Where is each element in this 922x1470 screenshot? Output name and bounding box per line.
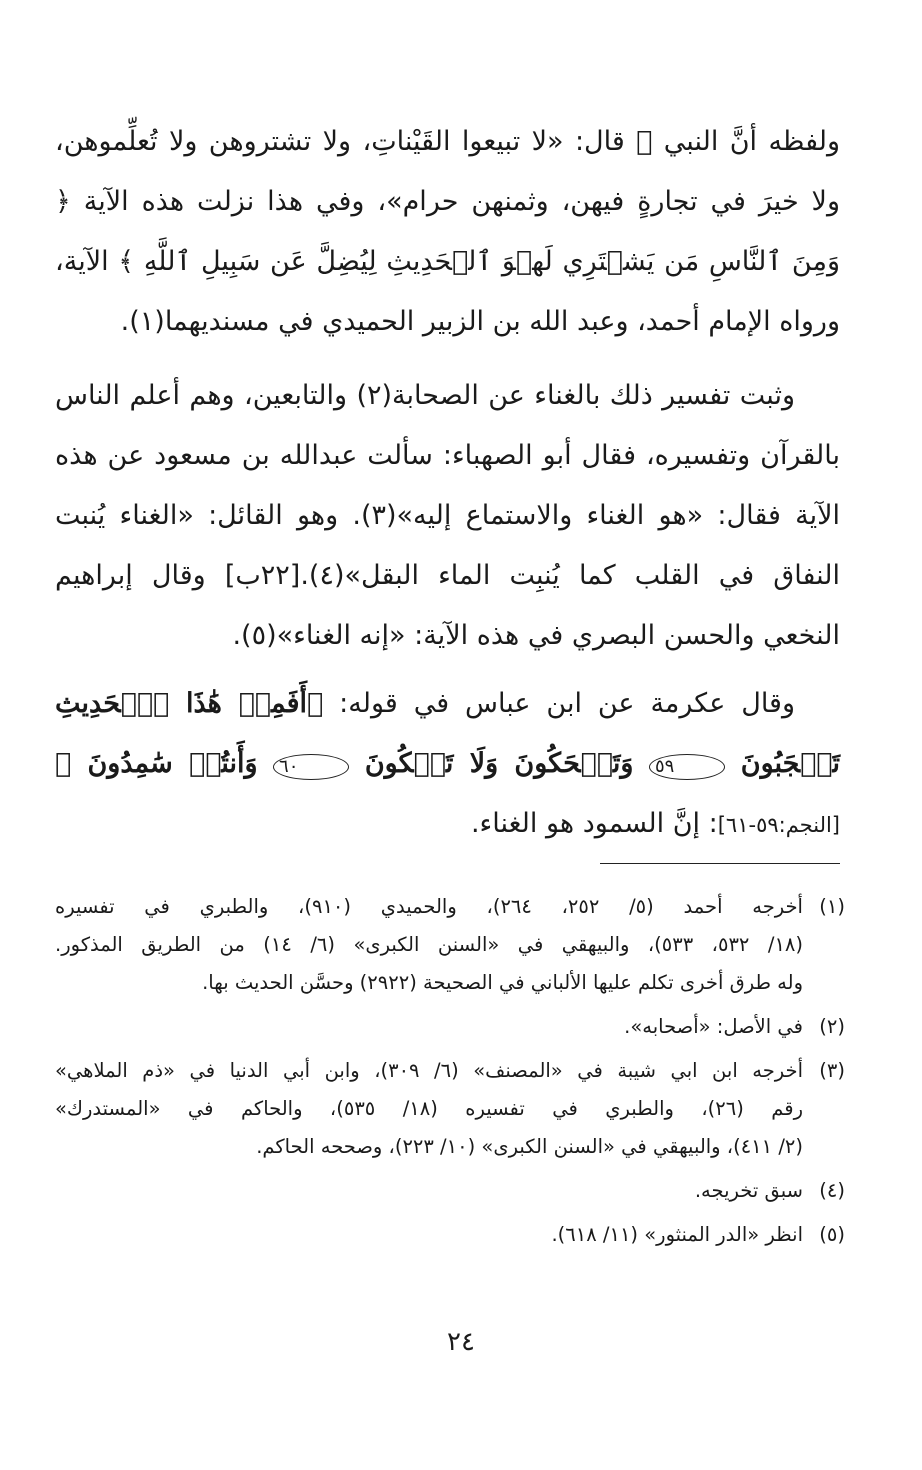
footnote-3: [55, 1052, 845, 1166]
paragraph-3: [55, 674, 840, 855]
footnote-number: (٤): [819, 1179, 845, 1202]
ayah-number-60: ٦٠: [273, 754, 349, 780]
footnote-line: أخرجه أحمد (٥/ ٢٥٢، ٢٦٤)، والحميدي (٩١٠)، والطبري في تفسيره: [55, 895, 803, 918]
quran-verse-59: ﴿أَفَمِنۡ هَٰذَا ٱلۡحَدِيثِ تَعۡجَبُونَ: [55, 688, 841, 779]
footnote-line: في الأصل: «أصحابه».: [624, 1015, 803, 1038]
footnote-number: (٥): [819, 1223, 845, 1246]
paragraph-3-ending: : إنَّ السمود هو الغناء.: [470, 808, 718, 839]
footnote-line: انظر «الدر المنثور» (١١/ ٦١٨).: [551, 1223, 803, 1246]
footnote-2: [55, 1008, 845, 1046]
page-number: ٢٤: [447, 1327, 475, 1357]
footnote-line: (٢/ ٤١١)، والبيهقي في «السنن الكبرى» (١٠/ ٢٢٣)، وصححه الحاكم.: [256, 1135, 803, 1158]
footnotes: [55, 888, 845, 1260]
quran-verse-61: وَأَنتُمۡ سَٰمِدُونَ ﴾: [55, 748, 258, 779]
footnote-line: وله طرق أخرى تكلم عليها الألباني في الصحيحة (٢٩٢٢) وحسَّن الحديث بها.: [202, 971, 803, 994]
ayah-number-59: ٥٩: [649, 754, 725, 780]
footnote-number: (٣): [819, 1059, 845, 1082]
footnote-5: [55, 1216, 845, 1254]
footnote-separator: [600, 863, 840, 864]
verse-citation: [النجم:٥٩-٦١]: [717, 813, 840, 837]
paragraph-3-intro: وقال عكرمة عن ابن عباس في قوله:: [339, 688, 795, 719]
paragraph-2: وثبت تفسير ذلك بالغناء عن الصحابة(٢) والتابعين، وهم أعلم الناس بالقرآن وتفسيره، فقال أبو الصهباء: سألت عبدالله بن مسعود عن هذه الآية فقال: «هو الغناء والاستماع إليه»(٣). وهو القائل: «الغناء يُنبت النفاق في القلب كما يُنبِت الماء البقل»(٤).[٢٢ب] وقال إبراهيم النخعي والحسن البصري في هذه الآية: «إنه الغناء»(٥).: [55, 380, 840, 651]
footnote-number: (١): [819, 895, 845, 918]
quran-verse-60: وَتَضۡحَكُونَ وَلَا تَبۡكُونَ: [364, 748, 634, 779]
footnote-line: أخرجه ابن ابي شيبة في «المصنف» (٦/ ٣٠٩)، وابن أبي الدنيا في «ذم الملاهي»: [55, 1059, 804, 1082]
footnote-number: (٢): [819, 1015, 845, 1038]
paragraph-1: ولفظه أنَّ النبي ﷺ قال: «لا تبيعوا القَيْناتِ، ولا تشتروهن ولا تُعلِّموهن، ولا خيرَ في تجارةٍ فيهن، وثمنهن حرام»، وفي هذا نزلت هذه الآية ﴿ وَمِنَ ٱلنَّاسِ مَن يَشۡتَرِي لَهۡوَ ٱلۡحَدِيثِ لِيُضِلَّ عَن سَبِيلِ ٱللَّهِ ﴾ الآية، ورواه الإمام أحمد، وعبد الله بن الزبير الحميدي في مسنديهما(١).: [55, 126, 840, 337]
footnote-4: [55, 1172, 845, 1210]
footnote-line: سبق تخريجه.: [694, 1179, 803, 1202]
footnote-line: (١٨/ ٥٣٢، ٥٣٣)، والبيهقي في «السنن الكبرى» (٦/ ١٤) من الطريق المذكور.: [55, 933, 803, 956]
footnote-1: [55, 888, 845, 1002]
footnote-line: رقم (٢٦)، والطبري في تفسيره (١٨/ ٥٣٥)، والحاكم في «المستدرك»: [55, 1097, 803, 1120]
